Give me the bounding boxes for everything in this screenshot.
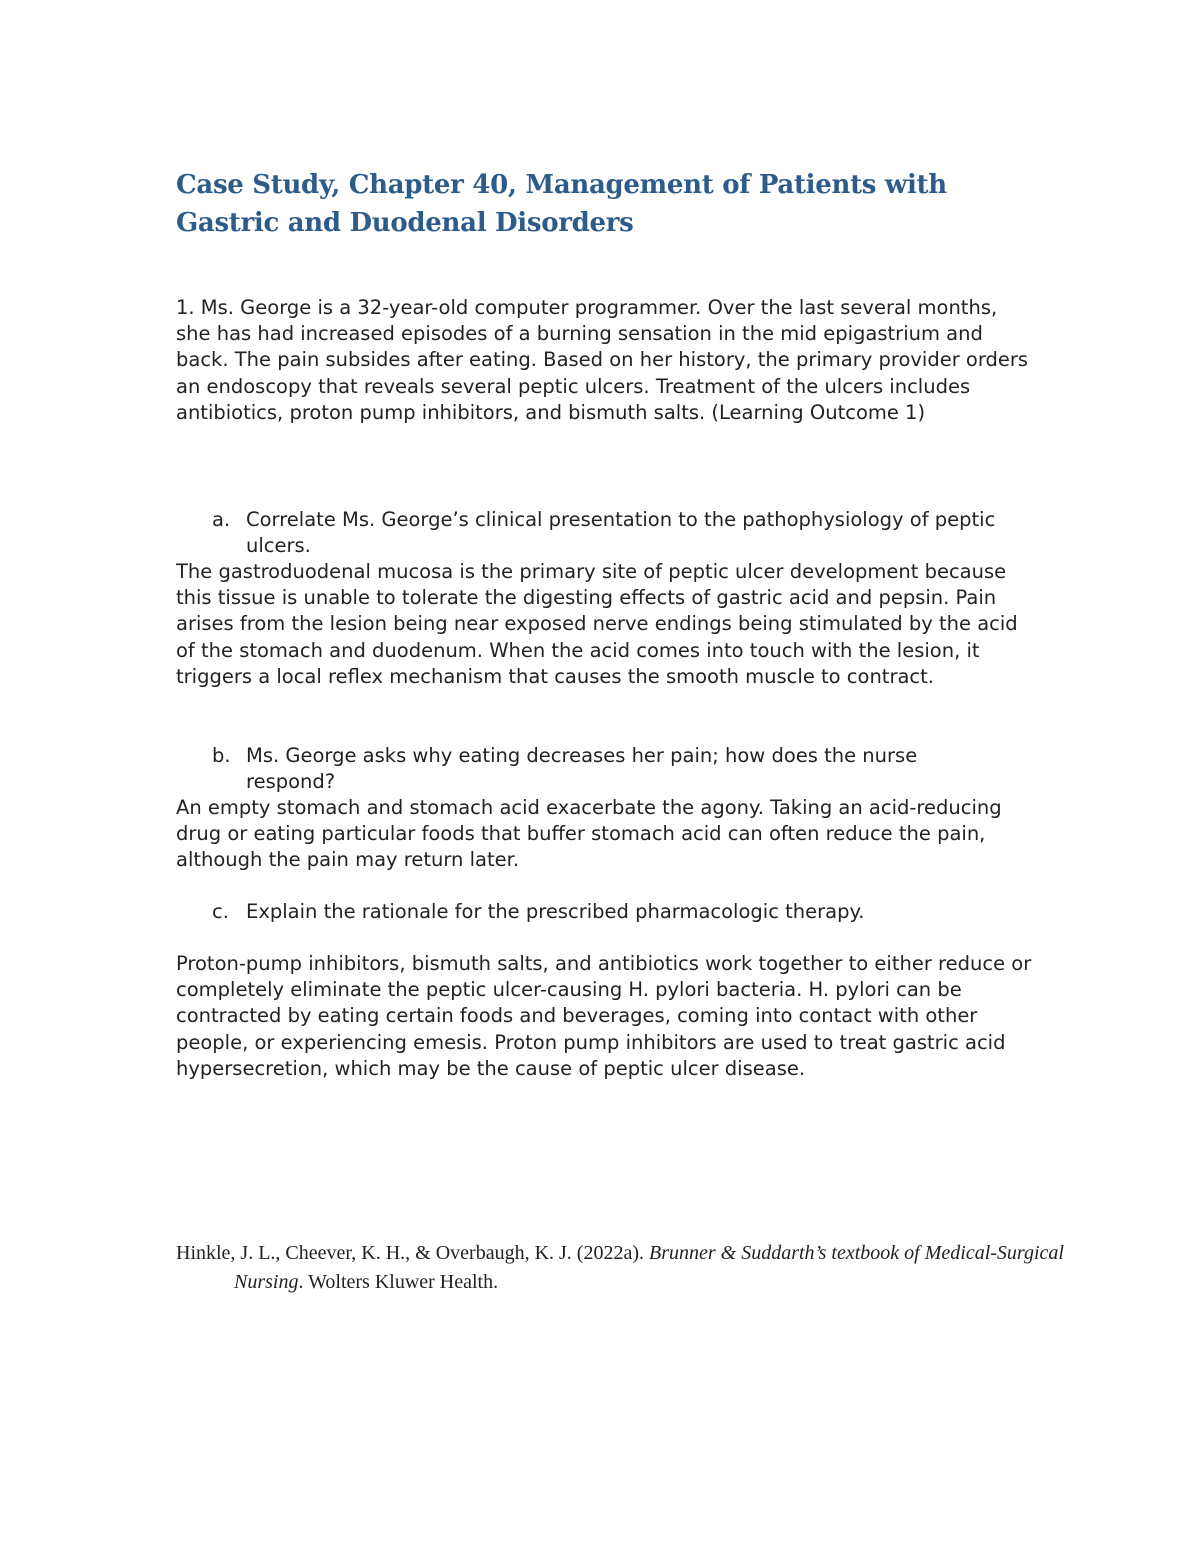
- reference-publisher: . Wolters Kluwer Health.: [298, 1271, 499, 1293]
- reference-book-title: Brunner & Suddarth’s textbook of Medical-Surgical Nursing: [234, 1242, 1064, 1293]
- question-a: [176, 507, 1036, 559]
- question-a-marker: a.: [212, 508, 231, 531]
- question-c: [176, 899, 1036, 925]
- question-c-marker: c.: [212, 900, 229, 923]
- question-a-text: Correlate Ms. George’s clinical presentation to the pathophysiology of peptic ulcers.: [246, 508, 996, 558]
- question-c-text: Explain the rationale for the prescribed pharmacologic therapy.: [246, 900, 865, 923]
- question-b-marker: b.: [212, 744, 231, 767]
- answer-a: The gastroduodenal mucosa is the primary site of peptic ulcer development because this tissue is unable to tolerate the digesting effects of gastric acid and pepsin. Pain arises from the lesion being near exposed nerve endings being stimulated by the acid of the stomach and duodenum. When the acid comes into touch with the lesion, it triggers a local reflex mechanism that causes the smooth muscle to contract.: [176, 560, 1018, 688]
- reference-authors: Hinkle, J. L., Cheever, K. H., & Overbaugh, K. J. (2022a).: [176, 1242, 649, 1264]
- page-title: Case Study, Chapter 40, Management of Patients with Gastric and Duodenal Disorders: [176, 170, 947, 238]
- answer-c: Proton-pump inhibitors, bismuth salts, and antibiotics work together to either reduce or completely eliminate the peptic ulcer-causing H. pylori bacteria. H. pylori can be contracted by eating certain foods and beverages, coming into contact with other people, or experiencing emesis. Proton pump inhibitors are used to treat gastric acid hypersecretion, which may be the cause of peptic ulcer disease.: [176, 952, 1032, 1080]
- reference-citation: [176, 1239, 1074, 1297]
- answer-b: An empty stomach and stomach acid exacerbate the agony. Taking an acid-reducing drug or eating particular foods that buffer stomach acid can often reduce the pain, although the pain may return later.: [176, 796, 1002, 872]
- case-intro-paragraph: 1. Ms. George is a 32-year-old computer programmer. Over the last several months, she has had increased episodes of a burning sensation in the mid epigastrium and back. The pain subsides after eating. Based on her history, the primary provider orders an endoscopy that reveals several peptic ulcers. Treatment of the ulcers includes antibiotics, proton pump inhibitors, and bismuth salts. (Learning Outcome 1): [176, 296, 1029, 424]
- question-b-text: Ms. George asks why eating decreases her pain; how does the nurse respond?: [246, 744, 918, 794]
- question-b: [176, 743, 1036, 795]
